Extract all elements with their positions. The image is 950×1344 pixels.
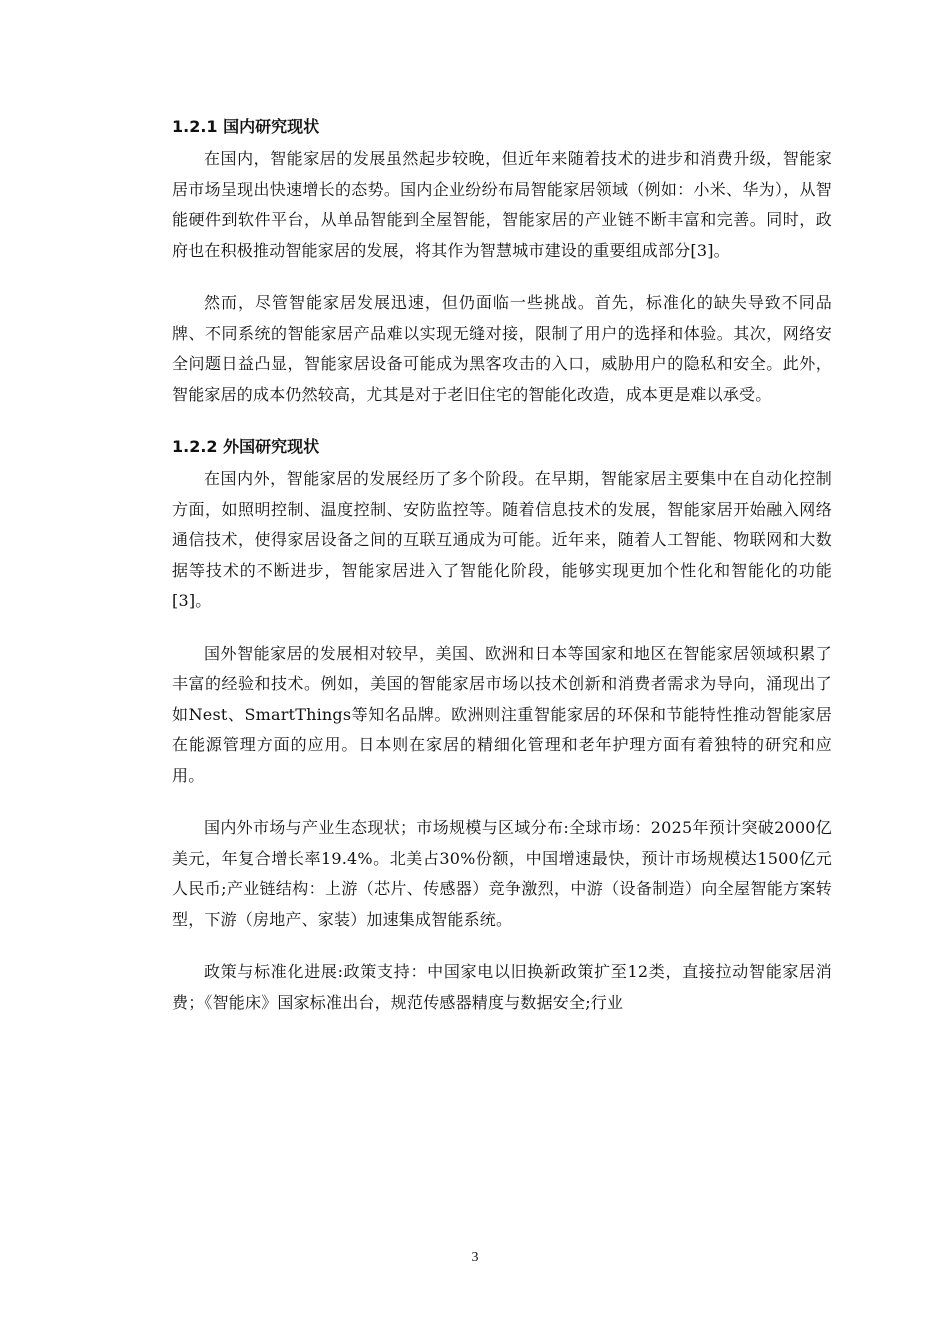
paragraph-market-ecosystem: 国内外市场与产业生态现状；市场规模与区域分布:全球市场：2025年预计突破2000亿美元，年复合增长率19.4%。北美占30%份额，中国增速最快，预计市场规模达1500亿元人民币;产业链结构：上游（芯片、传感器）竞争激烈，中游（设备制造）向全屋智能方案转型，下游（房地产、家装）加速集成智能系统。 (172, 818, 832, 929)
page-content (172, 112, 832, 1018)
page-number: 3 (471, 1250, 479, 1265)
paragraph-policy-standards: 政策与标准化进展:政策支持：中国家电以旧换新政策扩至12类，直接拉动智能家居消费；《智能床》国家标准出台，规范传感器精度与数据安全;行业 (172, 962, 832, 1012)
paragraph-domestic-overview: 在国内，智能家居的发展虽然起步较晚，但近年来随着技术的进步和消费升级，智能家居市场呈现出快速增长的态势。国内企业纷纷布局智能家居领域（例如：小米、华为），从智能硬件到软件平台，从单品智能到全屋智能，智能家居的产业链不断丰富和完善。同时，政府也在积极推动智能家居的发展，将其作为智慧城市建设的重要组成部分[3]。 (172, 149, 832, 260)
section-heading-foreign: 1.2.2 外国研究现状 (172, 437, 320, 456)
paragraph-domestic-challenges: 然而，尽管智能家居发展迅速，但仍面临一些挑战。首先，标准化的缺失导致不同品牌、不同系统的智能家居产品难以实现无缝对接，限制了用户的选择和体验。其次，网络安全问题日益凸显，智能家居设备可能成为黑客攻击的入口，威胁用户的隐私和安全。此外，智能家居的成本仍然较高，尤其是对于老旧住宅的智能化改造，成本更是难以承受。 (172, 293, 832, 404)
section-heading-domestic: 1.2.1 国内研究现状 (172, 117, 320, 136)
paragraph-foreign-countries: 国外智能家居的发展相对较早，美国、欧洲和日本等国家和地区在智能家居领域积累了丰富的经验和技术。例如，美国的智能家居市场以技术创新和消费者需求为导向，涌现出了如Nest、SmartThings等知名品牌。欧洲则注重智能家居的环保和节能特性推动智能家居在能源管理方面的应用。日本则在家居的精细化管理和老年护理方面有着独特的研究和应用。 (172, 643, 832, 785)
paragraph-foreign-stages: 在国内外，智能家居的发展经历了多个阶段。在早期，智能家居主要集中在自动化控制方面，如照明控制、温度控制、安防监控等。随着信息技术的发展，智能家居开始融入网络通信技术，使得家居设备之间的互联互通成为可能。近年来，随着人工智能、物联网和大数据等技术的不断进步，智能家居进入了智能化阶段，能够实现更加个性化和智能化的功能[3]。 (172, 469, 832, 610)
